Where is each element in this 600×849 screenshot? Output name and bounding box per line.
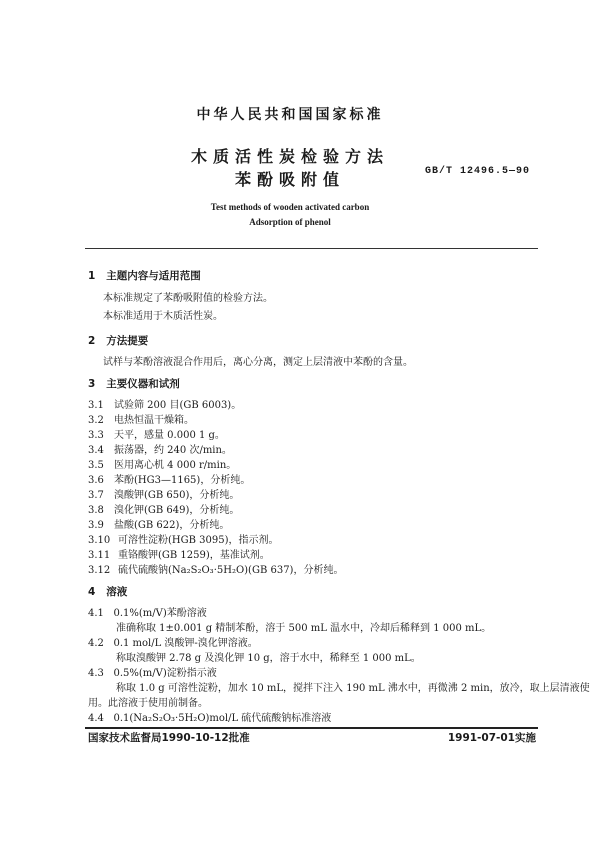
item-text: 试验筛 200 目(GB 6003)。 <box>114 400 242 411</box>
item-text: 电热恒温干燥箱。 <box>114 415 194 426</box>
item-number: 3.5 <box>88 460 104 471</box>
approval-date: 国家技术监督局1990-10-12批准 <box>88 732 250 744</box>
item-number: 3.3 <box>88 430 104 441</box>
header-divider <box>85 248 538 249</box>
item-number: 3.10 <box>88 535 111 546</box>
item-number: 3.9 <box>88 520 104 531</box>
list-item <box>88 607 207 620</box>
section-1-heading <box>88 270 201 283</box>
list-item <box>88 414 194 427</box>
list-item <box>88 489 239 502</box>
section-number: 3 <box>88 378 96 390</box>
section-number: 1 <box>88 270 96 282</box>
list-item <box>88 504 239 517</box>
list-item <box>88 459 236 472</box>
item-text: 可溶性淀粉(HGB 3095)，指示剂。 <box>118 535 279 546</box>
list-item <box>88 399 241 412</box>
section-number: 2 <box>88 335 96 347</box>
national-standard-heading: 中华人民共和国国家标准 <box>196 107 384 123</box>
item-number: 4.1 <box>88 608 104 619</box>
paragraph: 称取 1.0 g 可溶性淀粉，加水 10 mL，搅拌下注入 190 mL 沸水中，再微沸 2 min，放冷，取上层清液使 <box>116 683 590 694</box>
item-text: 0.1(Na₂S₂O₃·5H₂O)mol/L 硫代硫酸钠标准溶液 <box>113 713 332 724</box>
paragraph: 本标准适用于木质活性炭。 <box>103 311 223 322</box>
list-item <box>88 712 331 725</box>
list-item <box>88 637 258 650</box>
section-3-heading <box>88 378 180 391</box>
item-number: 4.3 <box>88 668 104 679</box>
section-number: 4 <box>88 586 96 598</box>
section-title: 溶液 <box>106 586 128 598</box>
item-number: 3.1 <box>88 400 104 411</box>
paragraph: 称取溴酸钾 2.78 g 及溴化钾 10 g，溶于水中，稀释至 1 000 mL。 <box>116 653 421 664</box>
item-number: 4.2 <box>88 638 104 649</box>
item-number: 3.6 <box>88 475 104 486</box>
list-item <box>88 534 279 547</box>
item-text: 硫代硫酸钠(Na₂S₂O₃·5H₂O)(GB 637)，分析纯。 <box>118 565 344 576</box>
item-text: 重铬酸钾(GB 1259)，基准试剂。 <box>118 550 270 561</box>
item-text: 溴化钾(GB 649)，分析纯。 <box>114 505 240 516</box>
implementation-date: 1991-07-01实施 <box>447 732 536 744</box>
paragraph: 准确称取 1±0.001 g 精制苯酚，溶于 500 mL 温水中，冷却后稀释到 1 000 mL。 <box>116 623 492 634</box>
section-4-heading <box>88 586 127 599</box>
list-item <box>88 549 270 562</box>
list-item <box>88 444 232 457</box>
section-title: 方法提要 <box>106 335 149 347</box>
item-text: 苯酚(HG3—1165)，分析纯。 <box>114 475 251 486</box>
item-text: 天平，感量 0.000 1 g。 <box>114 430 225 441</box>
item-text: 0.5%(m/V)淀粉指示液 <box>113 668 217 679</box>
list-item <box>88 429 225 442</box>
item-text: 0.1%(m/V)苯酚溶液 <box>113 608 207 619</box>
item-text: 溴酸钾(GB 650)，分析纯。 <box>114 490 240 501</box>
item-number: 3.4 <box>88 445 104 456</box>
paragraph: 本标准规定了苯酚吸附值的检验方法。 <box>103 293 273 304</box>
section-title: 主题内容与适用范围 <box>106 270 201 282</box>
paragraph: 试样与苯酚溶液混合作用后，离心分离，测定上层清液中苯酚的含量。 <box>103 357 413 368</box>
section-2-heading <box>88 335 148 348</box>
item-number: 3.12 <box>88 565 111 576</box>
list-item <box>88 667 217 680</box>
document-title: 木质活性炭检验方法 <box>190 147 389 166</box>
item-number: 3.7 <box>88 490 104 501</box>
section-title: 主要仪器和试剂 <box>106 378 180 390</box>
item-number: 3.8 <box>88 505 104 516</box>
list-item <box>88 474 250 487</box>
list-item <box>88 519 229 532</box>
standard-code: GB/T 12496.5—90 <box>425 166 531 177</box>
footer-divider <box>85 727 538 729</box>
item-number: 3.11 <box>88 550 111 561</box>
item-number: 4.4 <box>88 713 104 724</box>
paragraph: 用。此溶液于使用前制备。 <box>88 698 208 709</box>
item-number: 3.2 <box>88 415 104 426</box>
item-text: 0.1 mol/L 溴酸钾-溴化钾溶液。 <box>113 638 258 649</box>
english-title: Test methods of wooden activated carbon <box>210 202 370 212</box>
english-subtitle: Adsorption of phenol <box>249 217 331 227</box>
item-text: 振荡器，约 240 次/min。 <box>114 445 232 456</box>
item-text: 盐酸(GB 622)，分析纯。 <box>114 520 230 531</box>
item-text: 医用离心机 4 000 r/min。 <box>114 460 237 471</box>
list-item <box>88 564 343 577</box>
document-subtitle: 苯酚吸附值 <box>234 170 345 189</box>
